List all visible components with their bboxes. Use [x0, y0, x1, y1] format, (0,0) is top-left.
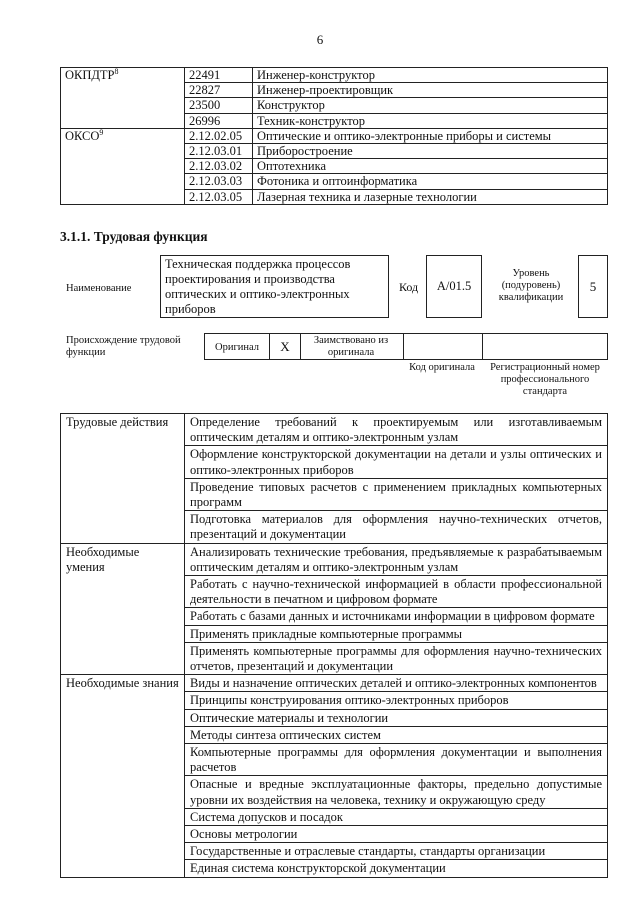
requirement-item: Работать с базами данных и источниками информации в цифровом формате — [185, 608, 608, 625]
classifier-code: 2.12.03.05 — [185, 189, 253, 204]
requirement-item: Государственные и отраслевые стандарты, стандарты организации — [185, 843, 608, 860]
codes-table — [60, 67, 608, 205]
level-label: Уровень (подуровень) квалификации — [498, 268, 564, 303]
classifier-title: Инженер-конструктор — [253, 68, 608, 83]
table-row — [61, 414, 608, 446]
requirement-item: Система допусков и посадок — [185, 808, 608, 825]
requirement-item: Принципы конструирования оптико-электронных приборов — [185, 692, 608, 709]
requirement-item: Оптические материалы и технологии — [185, 709, 608, 726]
requirement-item: Подготовка материалов для оформления научно-технических отчетов, презентаций и документации — [185, 511, 608, 543]
requirement-item: Определение требований к проектируемым или изготавливаемым оптическим деталям и оптико-электронным узлам — [185, 414, 608, 446]
classifier-code: 2.12.02.05 — [185, 128, 253, 143]
footnote-mark: 9 — [99, 128, 104, 137]
codes-row — [61, 128, 608, 143]
origin-label: Происхождение трудовой функции — [66, 335, 181, 358]
requirement-item: Применять прикладные компьютерные программы — [185, 625, 608, 642]
classifier-code: 26996 — [185, 113, 253, 128]
requirements-table — [60, 413, 608, 878]
origin-row — [204, 333, 608, 360]
classifier-code: 2.12.03.01 — [185, 143, 253, 158]
requirement-item: Опасные и вредные эксплуатационные факторы, предельно допустимые уровни их воздействия на человека, технику и окружающую среду — [185, 776, 608, 808]
name-label: Наименование — [66, 283, 132, 294]
footnote-mark: 8 — [114, 67, 119, 76]
classifier-title: Инженер-проектировщик — [253, 83, 608, 98]
classifier-name: ОКСО$^9$ — [61, 128, 185, 204]
requirement-item: Анализировать технические требования, предъявляемые к разрабатываемым оптическим деталям и оптико-электронным узлам — [185, 543, 608, 575]
requirement-item: Оформление конструкторской документации на детали и узлы оптических и оптико-электронных приборов — [185, 446, 608, 478]
requirement-item: Проведение типовых расчетов с применением прикладных компьютерных программ — [185, 478, 608, 510]
requirement-item: Основы метрологии — [185, 826, 608, 843]
requirement-item: Работать с научно-технической информацией в области профессиональной деятельности в печатном и цифровом формате — [185, 576, 608, 608]
classifier-title: Техник-конструктор — [253, 113, 608, 128]
borrowed-label: Заимствовано из оригинала — [313, 335, 389, 358]
classifier-code: 23500 — [185, 98, 253, 113]
classifier-title: Конструктор — [253, 98, 608, 113]
classifier-name: ОКПДТР$^8$ — [61, 68, 185, 129]
codes-row — [61, 68, 608, 83]
original-code-cell — [403, 334, 483, 359]
section-heading: 3.1.1. Трудовая функция — [60, 229, 208, 244]
classifier-title: Приборостроение — [253, 143, 608, 158]
table-row — [61, 675, 608, 692]
original-mark: X — [269, 334, 301, 359]
qualification-level: 5 — [578, 255, 608, 318]
classifier-title: Оптотехника — [253, 159, 608, 174]
code-label: Код — [399, 280, 419, 294]
classifier-title: Фотоника и оптоинформатика — [253, 174, 608, 189]
classifier-title: Оптические и оптико-электронные приборы и системы — [253, 128, 608, 143]
requirement-item: Компьютерные программы для оформления документации и выполнения расчетов — [185, 744, 608, 776]
original-label: Оригинал — [215, 342, 259, 353]
classifier-code: 2.12.03.03 — [185, 174, 253, 189]
page-number: 6 — [316, 32, 324, 47]
section-label: Необходимые умения — [61, 543, 185, 675]
classifier-code: 2.12.03.02 — [185, 159, 253, 174]
requirement-item: Методы синтеза оптических систем — [185, 726, 608, 743]
code-caption: Код оригинала — [409, 362, 475, 373]
requirement-item: Применять компьютерные программы для оформления научно-технических отчетов, презентаций и документации — [185, 642, 608, 674]
function-code: A/01.5 — [426, 255, 482, 318]
requirement-item: Единая система конструкторской документации — [185, 860, 608, 877]
classifier-title: Лазерная техника и лазерные технологии — [253, 189, 608, 204]
reg-caption: Регистрационный номер профессионального стандарта — [490, 362, 600, 397]
classifier-code: 22827 — [185, 83, 253, 98]
requirement-item: Виды и назначение оптических деталей и оптико-электронных компонентов — [185, 675, 608, 692]
function-name: Техническая поддержка процессов проектирования и производства оптических и оптико-электронных приборов — [160, 255, 389, 318]
classifier-code: 22491 — [185, 68, 253, 83]
table-row — [61, 543, 608, 575]
section-label: Необходимые знания — [61, 675, 185, 877]
section-label: Трудовые действия — [61, 414, 185, 544]
